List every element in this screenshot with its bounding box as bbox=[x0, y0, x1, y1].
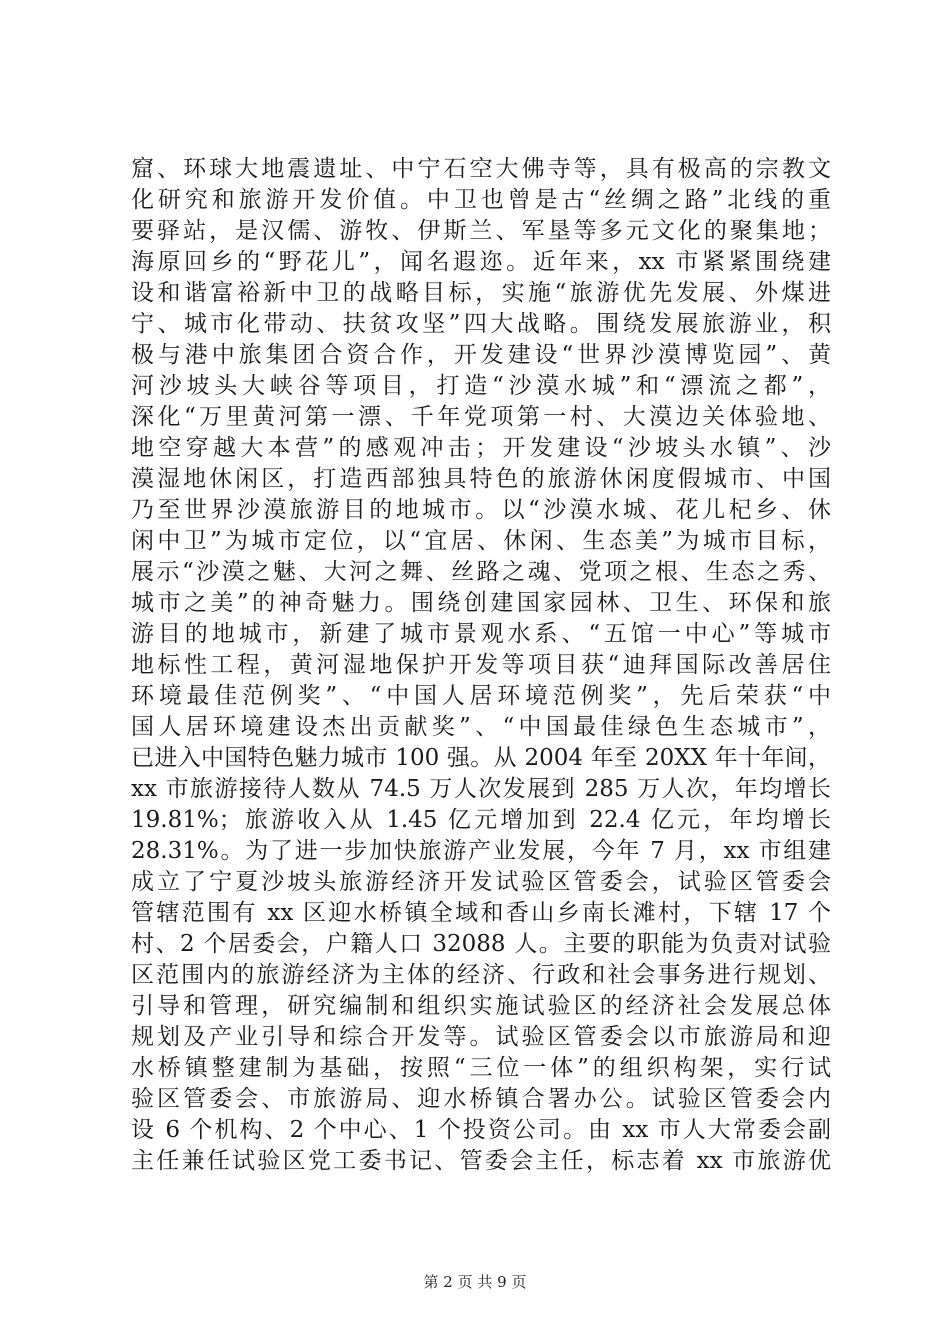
text-line: xx 市旅游接待人数从 74.5 万人次发展到 285 万人次，年均增长 bbox=[131, 776, 831, 802]
text-line: 要驿站，是汉儒、游牧、伊斯兰、军垦等多元文化的聚集地； bbox=[131, 218, 831, 244]
text-line: 28.31%。为了进一步加快旅游产业发展，今年 7 月，xx 市组建 bbox=[131, 838, 831, 864]
text-line: 引导和管理，研究编制和组织实施试验区的经济社会发展总体 bbox=[131, 993, 831, 1019]
text-line: 已进入中国特色魅力城市 100 强。从 2004 年至 20XX 年十年间， bbox=[131, 745, 831, 771]
text-line: 环境最佳范例奖”、“中国人居环境范例奖”，先后荣获“中 bbox=[131, 683, 831, 709]
text-line: 主任兼任试验区党工委书记、管委会主任，标志着 xx 市旅游优 bbox=[131, 1148, 831, 1174]
text-line: 成立了宁夏沙坡头旅游经济开发试验区管委会，试验区管委会 bbox=[131, 869, 831, 895]
text-line: 地标性工程，黄河湿地保护开发等项目获“迪拜国际改善居住 bbox=[131, 652, 831, 678]
text-line: 展示“沙漠之魅、大河之舞、丝路之魂、党项之根、生态之秀、 bbox=[131, 559, 831, 585]
text-line: 宁、城市化带动、扶贫攻坚”四大战略。围绕发展旅游业，积 bbox=[131, 311, 831, 337]
text-line: 河沙坡头大峡谷等项目，打造“沙漠水城”和“漂流之都”， bbox=[131, 373, 831, 399]
text-line: 游目的地城市，新建了城市景观水系、“五馆一中心”等城市 bbox=[131, 621, 831, 647]
page-footer: 第 2 页 共 9 页 bbox=[423, 1273, 527, 1291]
text-line: 水桥镇整建制为基础，按照“三位一体”的组织构架，实行试 bbox=[131, 1055, 831, 1081]
text-line: 村、2 个居委会，户籍人口 32088 人。主要的职能为负责对试验 bbox=[131, 931, 831, 957]
text-line: 极与港中旅集团合资合作，开发建设“世界沙漠博览园”、黄 bbox=[131, 342, 831, 368]
text-line: 海原回乡的“野花儿”，闻名遐迩。近年来，xx 市紧紧围绕建 bbox=[131, 249, 831, 275]
text-line: 国人居环境建设杰出贡献奖”、“中国最佳绿色生态城市”， bbox=[131, 714, 831, 740]
text-line: 城市之美”的神奇魅力。围绕创建国家园林、卫生、环保和旅 bbox=[131, 590, 831, 616]
text-line: 窟、环球大地震遗址、中宁石空大佛寺等，具有极高的宗教文 bbox=[131, 156, 831, 182]
text-line: 区范围内的旅游经济为主体的经济、行政和社会事务进行规划、 bbox=[131, 962, 831, 988]
text-line: 验区管委会、市旅游局、迎水桥镇合署办公。试验区管委会内 bbox=[131, 1086, 831, 1112]
text-line: 设 6 个机构、2 个中心、1 个投资公司。由 xx 市人大常委会副 bbox=[131, 1117, 831, 1143]
text-line: 乃至世界沙漠旅游目的地城市。以“沙漠水城、花儿杞乡、休 bbox=[131, 497, 831, 523]
text-line: 管辖范围有 xx 区迎水桥镇全域和香山乡南长滩村，下辖 17 个 bbox=[131, 900, 831, 926]
text-line: 设和谐富裕新中卫的战略目标，实施“旅游优先发展、外煤进 bbox=[131, 280, 831, 306]
text-line: 地空穿越大本营”的感观冲击；开发建设“沙坡头水镇”、沙 bbox=[131, 435, 831, 461]
text-line: 化研究和旅游开发价值。中卫也曾是古“丝绸之路”北线的重 bbox=[131, 187, 831, 213]
text-line: 19.81%；旅游收入从 1.45 亿元增加到 22.4 亿元，年均增长 bbox=[131, 807, 831, 833]
body-paragraph bbox=[131, 154, 831, 1177]
text-line: 漠湿地休闲区，打造西部独具特色的旅游休闲度假城市、中国 bbox=[131, 466, 831, 492]
text-line: 闲中卫”为城市定位，以“宜居、休闲、生态美”为城市目标， bbox=[131, 528, 831, 554]
text-line: 规划及产业引导和综合开发等。试验区管委会以市旅游局和迎 bbox=[131, 1024, 831, 1050]
text-line: 深化“万里黄河第一漂、千年党项第一村、大漠边关体验地、 bbox=[131, 404, 831, 430]
